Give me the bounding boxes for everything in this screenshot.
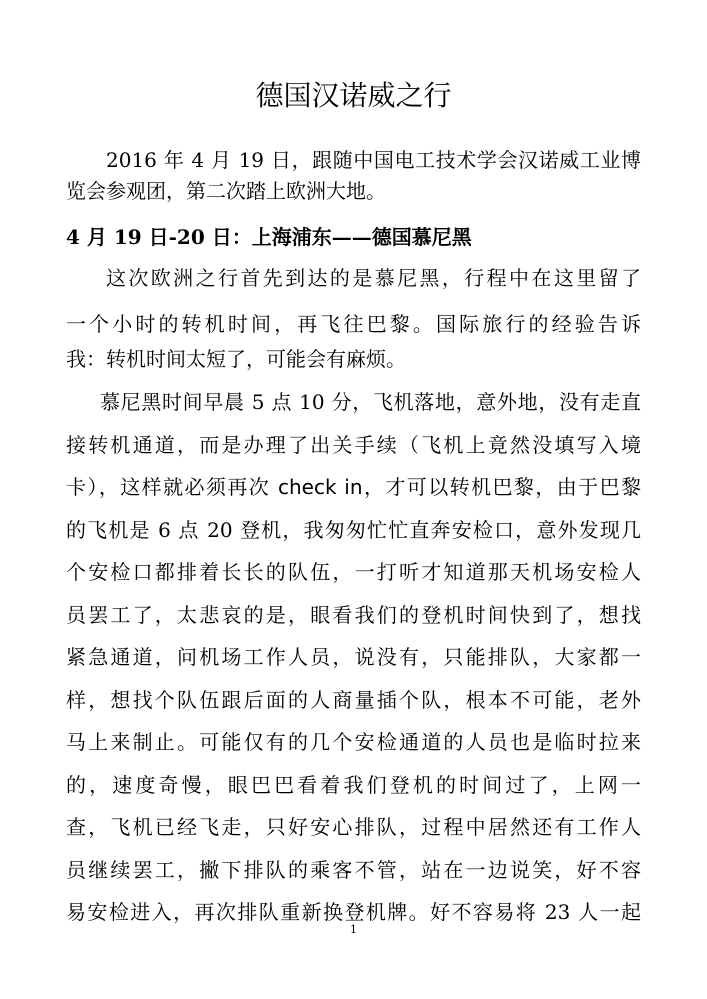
paragraph-3-line-2: 接转机通道，而是办理了出关手续（飞机上竟然没填写入境 bbox=[66, 433, 641, 457]
paragraph-2-line-1: 这次欧洲之行首先到达的是慕尼黑，行程中在这里留了 bbox=[106, 266, 641, 290]
paragraph-3-line-1: 慕尼黑时间早晨 5 点 10 分，飞机落地，意外地，没有走直 bbox=[100, 390, 641, 414]
paragraph-3-line-3-part-2: ，才可以转机巴黎，由于巴黎 bbox=[362, 475, 641, 499]
paragraph-3-line-5: 个安检口都排着长长的队伍，一打听才知道那天机场安检人 bbox=[66, 560, 641, 584]
page-number: 1 bbox=[350, 923, 357, 936]
paragraph-3-line-10: 的，速度奇慢，眼巴巴看着我们登机的时间过了，上网一 bbox=[66, 773, 641, 797]
check-in-text: check in bbox=[270, 475, 363, 499]
paragraph-1-line-1: 2016 年 4 月 19 日，跟随中国电工技术学会汉诺威工业博 bbox=[106, 148, 641, 172]
paragraph-3-line-13: 易安检进入，再次排队重新换登机牌。好不容易将 23 人一起 bbox=[66, 900, 641, 924]
paragraph-3-line-8: 样，想找个队伍跟后面的人商量插个队，根本不可能，老外 bbox=[66, 688, 641, 712]
paragraph-1-line-2: 览会参观团，第二次踏上欧洲大地。 bbox=[66, 179, 386, 203]
paragraph-2-line-3: 我：转机时间太短了，可能会有麻烦。 bbox=[66, 347, 406, 371]
paragraph-3-line-3-part-1: 卡），这样就必须再次 bbox=[66, 475, 271, 499]
paragraph-3-line-3 bbox=[66, 472, 641, 502]
paragraph-3-line-6: 员罢工了，太悲哀的是，眼看我们的登机时间快到了，想找 bbox=[66, 603, 641, 627]
paragraph-3-line-4: 的飞机是 6 点 20 登机，我匆匆忙忙直奔安检口，意外发现几 bbox=[66, 518, 641, 542]
paragraph-3-line-12: 员继续罢工，撇下排队的乘客不管，站在一边说笑，好不容 bbox=[66, 858, 641, 882]
paragraph-2-line-2: 一个小时的转机时间，再飞往巴黎。国际旅行的经验告诉 bbox=[66, 312, 641, 336]
paragraph-3-line-11: 查，飞机已经飞走，只好安心排队，过程中居然还有工作人 bbox=[66, 815, 641, 839]
paragraph-3-line-9: 马上来制止。可能仅有的几个安检通道的人员也是临时拉来 bbox=[66, 730, 641, 754]
document-title: 德国汉诺威之行 bbox=[255, 79, 452, 112]
section-heading: 4 月 19 日-20 日：上海浦东——德国慕尼黑 bbox=[66, 225, 472, 249]
paragraph-3-line-7: 紧急通道，问机场工作人员，说没有，只能排队，大家都一 bbox=[66, 645, 641, 669]
